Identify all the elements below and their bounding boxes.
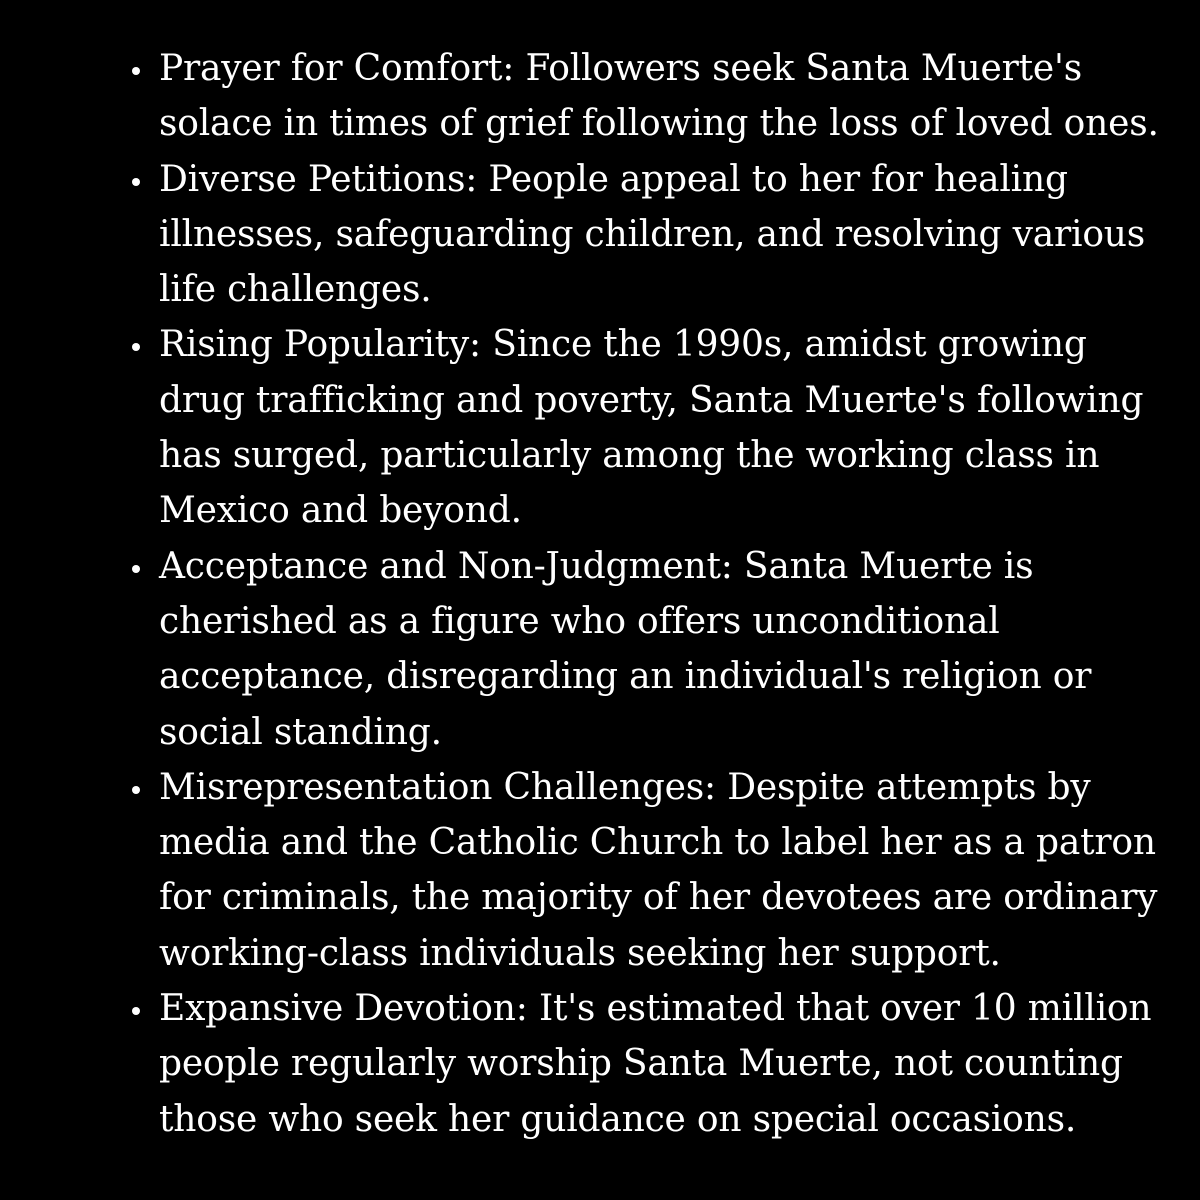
bullet-text — [159, 317, 1144, 538]
bullet-line: for criminals, the majority of her devotees are ordinary — [159, 877, 1158, 919]
bullet-line: cherished as a figure who offers unconditional — [159, 600, 1000, 642]
bullet-line: media and the Catholic Church to label her as a patron — [159, 822, 1156, 864]
bullet-line: people regularly worship Santa Muerte, not counting — [159, 1043, 1123, 1085]
bullet-item-misrepresentation-challenges — [128, 760, 1158, 981]
bullet-item-expansive-devotion — [128, 981, 1152, 1147]
bullet-line: those who seek her guidance on special occasions. — [159, 1098, 1077, 1140]
bullet-line: Misrepresentation Challenges: Despite attempts by — [159, 766, 1091, 808]
bullet-line: Expansive Devotion: It's estimated that over 10 million — [159, 988, 1152, 1030]
bullet-line: Prayer for Comfort: Followers seek Santa Muerte's — [159, 48, 1083, 89]
bullet-line: illnesses, safeguarding children, and resolving various — [159, 213, 1146, 255]
bullet-line: Mexico and beyond. — [159, 490, 522, 532]
bullet-line: drug trafficking and poverty, Santa Muerte's following — [159, 379, 1144, 421]
bullet-dot-icon — [132, 343, 140, 351]
bullet-line: has surged, particularly among the working class in — [159, 435, 1100, 477]
bullet-line: life challenges. — [159, 269, 432, 311]
bullet-text — [159, 760, 1158, 981]
bullet-line: solace in times of grief following the loss of loved ones. — [159, 103, 1159, 145]
bullet-text — [159, 152, 1146, 318]
bullet-list — [128, 41, 1159, 1147]
bullet-dot-icon — [132, 786, 140, 794]
bullet-dot-icon — [132, 67, 140, 75]
bullet-text — [159, 981, 1152, 1147]
bullet-line: Acceptance and Non-Judgment: Santa Muerte is — [159, 545, 1034, 587]
bullet-dot-icon — [132, 1007, 140, 1015]
bullet-line: social standing. — [159, 711, 442, 753]
bullet-line: Diverse Petitions: People appeal to her for healing — [159, 158, 1068, 200]
bullet-dot-icon — [132, 178, 140, 186]
bullet-item-diverse-petitions — [128, 152, 1146, 318]
bullet-item-acceptance-non-judgment — [128, 539, 1128, 760]
bullet-item-prayer-for-comfort — [128, 41, 1159, 152]
bullet-line: working-class individuals seeking her support. — [159, 932, 1001, 974]
bullet-text — [159, 41, 1159, 152]
bullet-item-rising-popularity — [128, 317, 1144, 538]
bullet-line: acceptance, disregarding an individual's religion or — [159, 656, 1092, 698]
bullet-dot-icon — [132, 565, 140, 573]
bullet-text — [159, 539, 1128, 760]
bullet-line: Rising Popularity: Since the 1990s, amidst growing — [159, 324, 1087, 366]
